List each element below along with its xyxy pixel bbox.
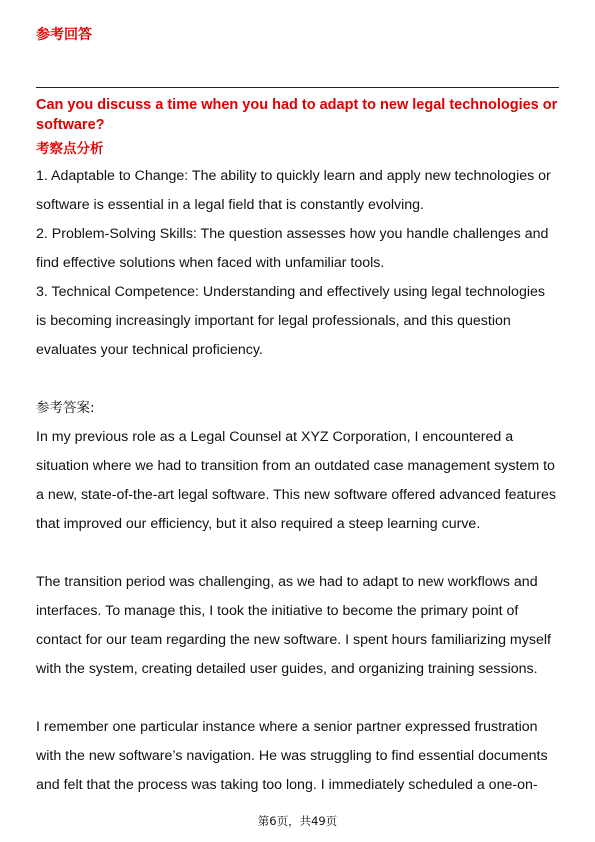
analysis-point: 3. Technical Competence: Understanding and effectively using legal technologies is becoming increasingly important for legal professionals, and this question evaluates your technical proficiency. [36, 284, 545, 358]
question-title: Can you discuss a time when you had to adapt to new legal technologies or software? [36, 97, 558, 133]
page-header-title: 参考回答 [36, 27, 92, 43]
answer-paragraph: The transition period was challenging, as we had to adapt to new workflows and interfaces. To manage this, I took the initiative to become the primary point of contact for our team regarding the new software. I spent hours familiarizing myself with the system, creating detailed user guides, and organizing training sessions. [36, 574, 551, 677]
analysis-title: 考察点分析 [36, 141, 104, 157]
page-number: 第6页，共49页 [257, 814, 338, 828]
analysis-point: 2. Problem-Solving Skills: The question assesses how you handle challenges and find effective solutions when faced with unfamiliar tools. [36, 226, 549, 271]
section-gap [36, 365, 559, 394]
answer-label: 参考答案: [36, 400, 95, 416]
content-area [36, 95, 559, 800]
analysis-point: 1. Adaptable to Change: The ability to quickly learn and apply new technologies or software is essential in a legal field that is constantly evolving. [36, 168, 551, 213]
answer-paragraph: In my previous role as a Legal Counsel at XYZ Corporation, I encountered a situation where we had to transition from an outdated case management system to a new, state-of-the-art legal software. This new software offered advanced features that improved our efficiency, but it also required a steep learning curve. [36, 429, 556, 532]
analysis-list [36, 162, 559, 365]
paragraph-gap [36, 539, 559, 568]
paragraph-gap [36, 684, 559, 713]
answer-paragraph: I remember one particular instance where a senior partner expressed frustration with the new software’s navigation. He was struggling to find essential documents and felt that the process was taking too long. I immediately scheduled a one-on- [36, 719, 548, 793]
header-divider [36, 87, 559, 88]
